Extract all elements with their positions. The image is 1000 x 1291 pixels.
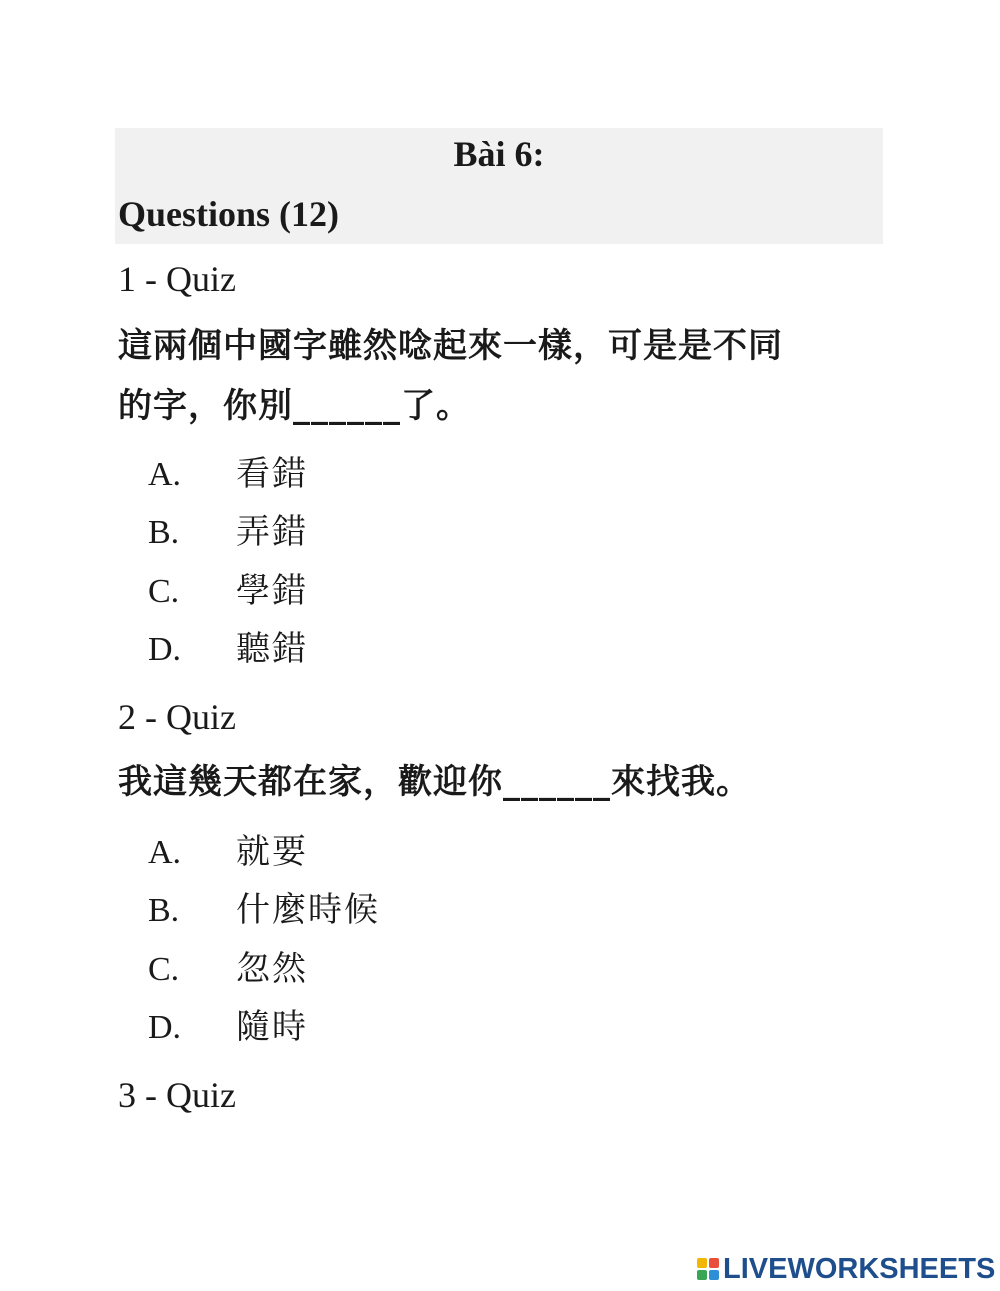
question-text-2-line1: 我這幾天都在家，歡迎你______來找我。	[118, 762, 751, 802]
quiz-label-3: 3 - Quiz	[118, 1075, 236, 1115]
quiz-label-2: 2 - Quiz	[118, 697, 236, 737]
logo-block-2	[709, 1258, 719, 1268]
q2-option-c-text: 忽然	[236, 949, 308, 989]
questions-heading: Questions (12)	[118, 194, 340, 234]
q1-option-c-text: 學錯	[236, 571, 308, 611]
logo-block-1	[697, 1258, 707, 1268]
q2-option-a-text: 就要	[236, 832, 308, 872]
quiz-label-1: 1 - Quiz	[118, 259, 236, 299]
q1-option-a-text: 看錯	[236, 454, 308, 494]
q2-option-b[interactable]	[148, 890, 380, 930]
question-text-1	[118, 316, 878, 436]
header-box	[115, 128, 883, 244]
q2-option-b-text: 什麼時候	[236, 890, 380, 930]
q2-option-d-text: 隨時	[236, 1007, 308, 1047]
question-text-1-line2: 的字，你別______了。	[118, 386, 471, 426]
q2-option-a-letter: A.	[148, 834, 182, 871]
q1-option-a[interactable]	[148, 454, 308, 494]
q1-option-d[interactable]	[148, 629, 308, 669]
q1-option-b-text: 弄錯	[236, 512, 308, 552]
q1-option-c-letter: C.	[148, 573, 180, 610]
logo-block-3	[697, 1270, 707, 1280]
q1-option-a-letter: A.	[148, 456, 182, 493]
q2-option-b-letter: B.	[148, 892, 180, 929]
q1-option-b-letter: B.	[148, 514, 180, 551]
question-text-1-line1: 這兩個中國字雖然唸起來一樣，可是是不同	[118, 326, 783, 366]
logo-block-4	[709, 1270, 719, 1280]
lesson-title: Bài 6:	[453, 134, 545, 174]
question-text-2	[118, 752, 878, 812]
q1-option-b[interactable]	[148, 512, 308, 552]
q2-option-a[interactable]	[148, 832, 308, 872]
q2-option-c-letter: C.	[148, 951, 180, 988]
q1-option-d-letter: D.	[148, 631, 182, 668]
q1-option-d-text: 聽錯	[236, 629, 308, 669]
q2-option-d-letter: D.	[148, 1009, 182, 1046]
logo-blocks-icon	[697, 1258, 719, 1280]
q2-option-d[interactable]	[148, 1007, 308, 1047]
logo-text: LIVEWORKSHEETS	[723, 1252, 996, 1285]
q2-option-c[interactable]	[148, 949, 308, 989]
q1-option-c[interactable]	[148, 571, 308, 611]
liveworksheets-logo	[697, 1252, 995, 1286]
